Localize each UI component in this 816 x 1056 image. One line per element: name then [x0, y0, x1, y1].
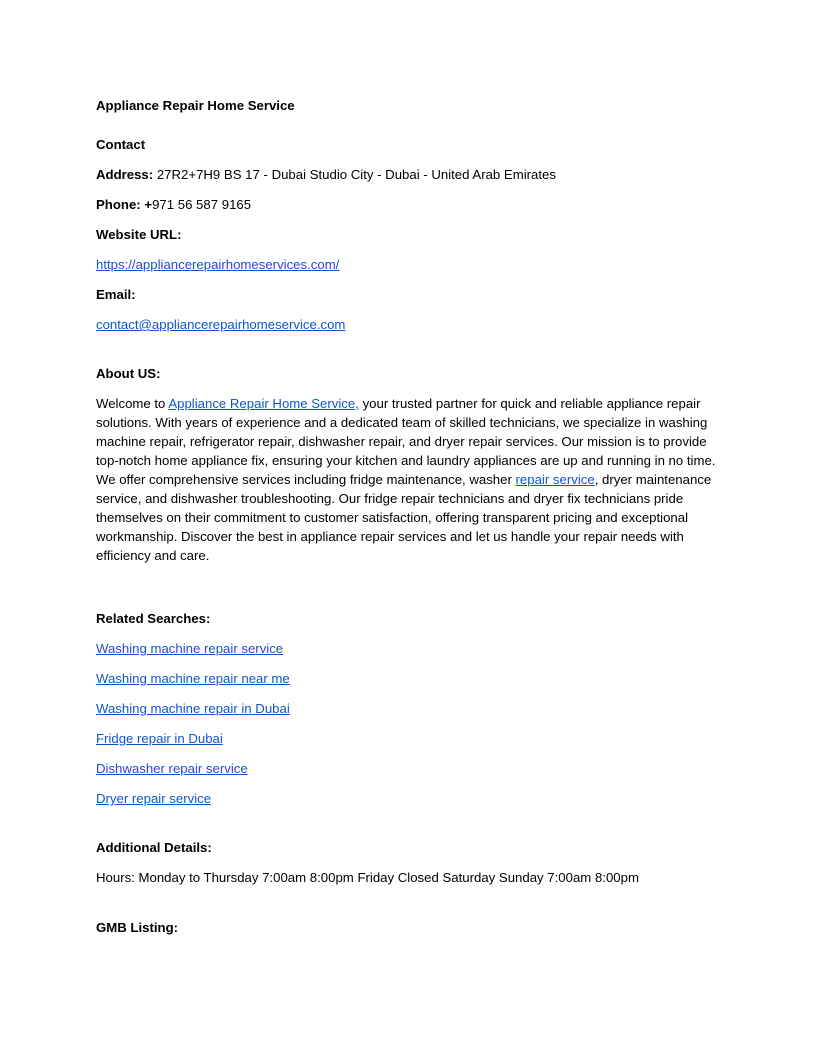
- related-item: [96, 729, 223, 748]
- related-link-washing-machine-repair-near-me[interactable]: Washing machine repair near me: [96, 671, 290, 686]
- phone-line: [96, 195, 251, 214]
- related-heading: Related Searches:: [96, 611, 211, 626]
- related-link-dryer-repair-service[interactable]: Dryer repair service: [96, 791, 212, 806]
- related-item: [96, 759, 248, 778]
- gmb-heading: GMB Listing:: [96, 920, 179, 935]
- related-link-fridge-repair-dubai[interactable]: Fridge repair in Dubai: [96, 731, 223, 746]
- related-item: [96, 639, 283, 658]
- about-paragraph: [96, 394, 720, 565]
- hours-text: Hours: Monday to Thursday 7:00am 8:00pm Friday Closed Saturday Sunday 7:00am 8:00pm: [96, 870, 639, 885]
- website-link[interactable]: https://appliancerepairhomeservices.com/: [96, 257, 340, 272]
- address-label: Address:: [96, 167, 154, 182]
- related-item: [96, 789, 211, 808]
- about-text-1: your trusted partner for quick and reliable appliance repair solutions. With years of experience and a dedicated team of skilled technicians, we specialize in washing machine repair, refrigerator repair, dishwasher repair, and dryer repair services. Our mission is to provide top-notch home appliance fix, ensuring your kitchen and laundry appliances are up and running in no time. We offer comprehensive services including fridge maintenance, washer: [96, 396, 716, 487]
- phone-value: 971 56 587 9165: [152, 197, 252, 212]
- related-link-dishwasher-repair-service[interactable]: Dishwasher repair service: [96, 761, 248, 776]
- additional-details-heading: Additional Details:: [96, 840, 212, 855]
- brand-link[interactable]: Appliance Repair Home Service,: [168, 396, 359, 411]
- address-value: 27R2+7H9 BS 17 - Dubai Studio City - Dubai - United Arab Emirates: [156, 167, 556, 182]
- email-line: [96, 315, 345, 334]
- address-line: [96, 165, 556, 184]
- related-link-washing-machine-repair-dubai[interactable]: Washing machine repair in Dubai: [96, 701, 290, 716]
- email-link[interactable]: contact@appliancerepairhomeservice.com: [96, 317, 346, 332]
- contact-heading: Contact: [96, 137, 146, 152]
- related-item: [96, 699, 290, 718]
- website-line: [96, 255, 339, 274]
- related-link-washing-machine-repair-service[interactable]: Washing machine repair service: [96, 641, 284, 656]
- document-title: Appliance Repair Home Service: [96, 98, 295, 113]
- about-intro: Welcome to: [96, 396, 169, 411]
- repair-service-link[interactable]: repair service: [515, 472, 595, 487]
- phone-label: Phone: +: [96, 197, 153, 212]
- email-label: Email:: [96, 287, 136, 302]
- website-label: Website URL:: [96, 227, 182, 242]
- related-item: [96, 669, 290, 688]
- about-text-2: , dryer maintenance service, and dishwasher troubleshooting. Our fridge repair technicians and dryer fix technicians pride themselves on their commitment to customer satisfaction, offering transparent pricing and exceptional workmanship. Discover the best in appliance repair services and let us handle your repair needs with efficiency and care.: [96, 472, 712, 563]
- about-heading: About US:: [96, 366, 161, 381]
